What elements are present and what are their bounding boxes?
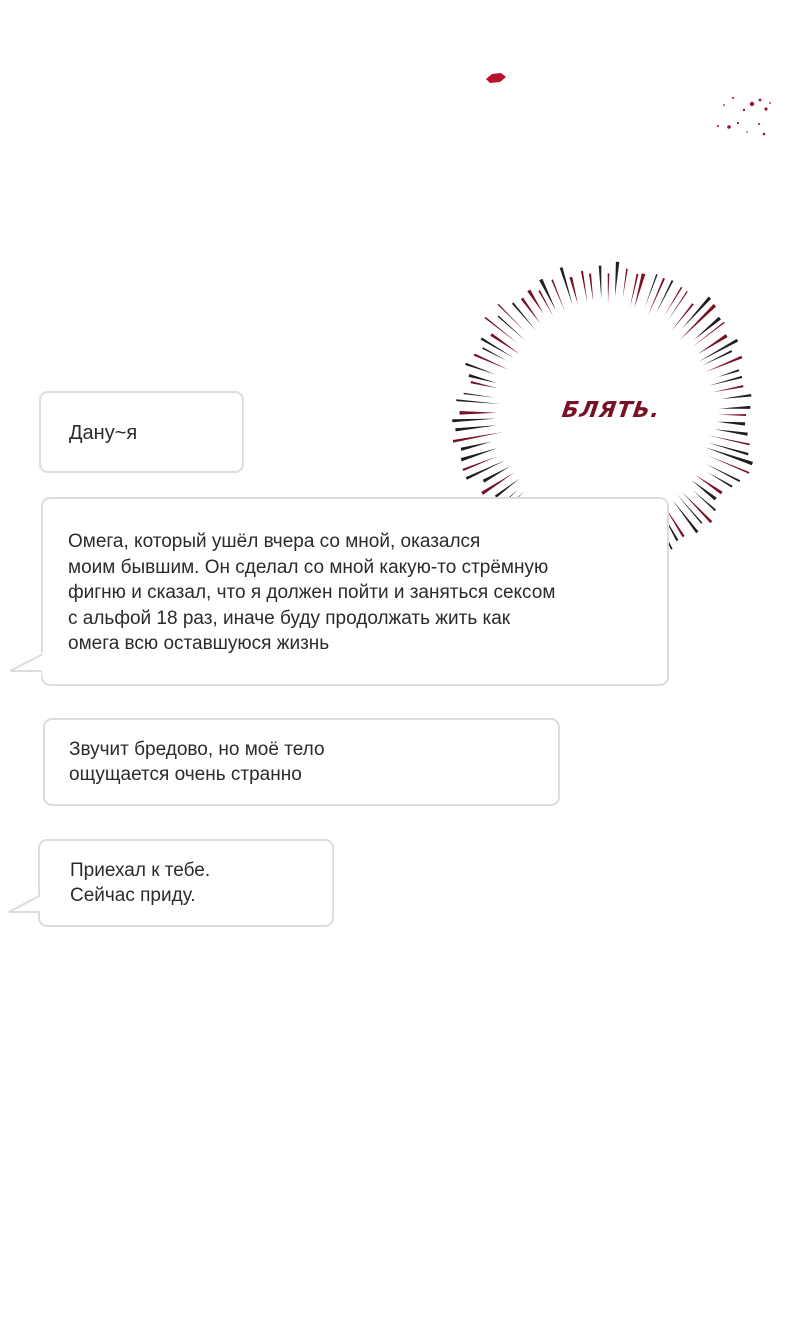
burst-line [460, 411, 497, 415]
burst-line [693, 490, 716, 511]
message-bubble-sounds [43, 718, 560, 806]
burst-line [718, 414, 746, 416]
burst-line [512, 302, 536, 330]
burst-line [453, 432, 503, 443]
message-text: Звучит бредово, но моё тело ощущается очень странно [69, 739, 325, 785]
burst-line [560, 267, 573, 305]
burst-line [648, 278, 665, 316]
burst-line [498, 316, 527, 342]
burst-line [672, 303, 694, 330]
burst-line [708, 443, 749, 456]
burst-line [709, 436, 750, 446]
message-text: Омега, который ушёл вчера со мной, оказался моим бывшим. Он сделал со мной какую-то стрёмную фигню и сказал, что я должен пойти и заняться сексом с альфой 18 раз, иначе буду продолжать жить как омега всю оставшуюся жизнь [68, 531, 556, 654]
burst-line [551, 279, 565, 312]
burst-line [692, 322, 725, 347]
burst-line [589, 274, 593, 302]
burst-line [466, 460, 506, 480]
burst-line [521, 298, 541, 324]
burst-line [630, 274, 638, 307]
message-bubble-omega [41, 497, 669, 686]
burst-line [465, 363, 496, 375]
burst-line [608, 273, 610, 303]
message-text: Приехал к тебе. Сейчас приду. [70, 860, 211, 906]
burst-line [456, 399, 500, 404]
message-bubble-name [39, 391, 244, 473]
message-text: Дану~я [69, 422, 138, 444]
burst-line [709, 376, 743, 386]
burst-line [474, 354, 509, 370]
burst-line [719, 406, 750, 409]
burst-line [464, 393, 496, 398]
burst-line [461, 448, 498, 461]
burst-line [718, 369, 740, 377]
burst-line [481, 338, 514, 358]
burst-line [538, 290, 553, 317]
burst-line [692, 480, 717, 500]
burst-line [645, 274, 658, 307]
burst-line [455, 425, 497, 431]
bubble-tail [8, 652, 48, 676]
burst-line [721, 394, 752, 399]
burst-line [485, 317, 519, 344]
burst-line [706, 356, 743, 372]
burst-line [569, 277, 578, 305]
burst-line [599, 266, 602, 299]
burst-line [495, 478, 520, 497]
burst-line [623, 269, 628, 299]
burst-line [490, 333, 520, 354]
burst-line [715, 429, 748, 436]
burst-line [708, 456, 750, 474]
burst-line [581, 271, 587, 302]
burst-line [656, 280, 673, 313]
blood-spatter-dots [717, 97, 771, 135]
burst-line [695, 475, 722, 495]
blood-drop-large [486, 73, 506, 83]
burst-line [717, 422, 745, 426]
burst-line [452, 419, 496, 423]
burst-line [713, 385, 744, 392]
burst-line [481, 473, 514, 495]
shout-sfx: БЛЯТЬ. [560, 398, 662, 423]
burst-line [668, 291, 688, 321]
burst-line [482, 347, 507, 361]
burst-line [705, 447, 753, 465]
message-bubble-arrived [38, 839, 334, 927]
burst-line [461, 442, 492, 451]
burst-line [615, 262, 619, 297]
burst-line [698, 334, 728, 354]
bubble-tail [6, 893, 46, 917]
blood-splatter [0, 0, 800, 160]
